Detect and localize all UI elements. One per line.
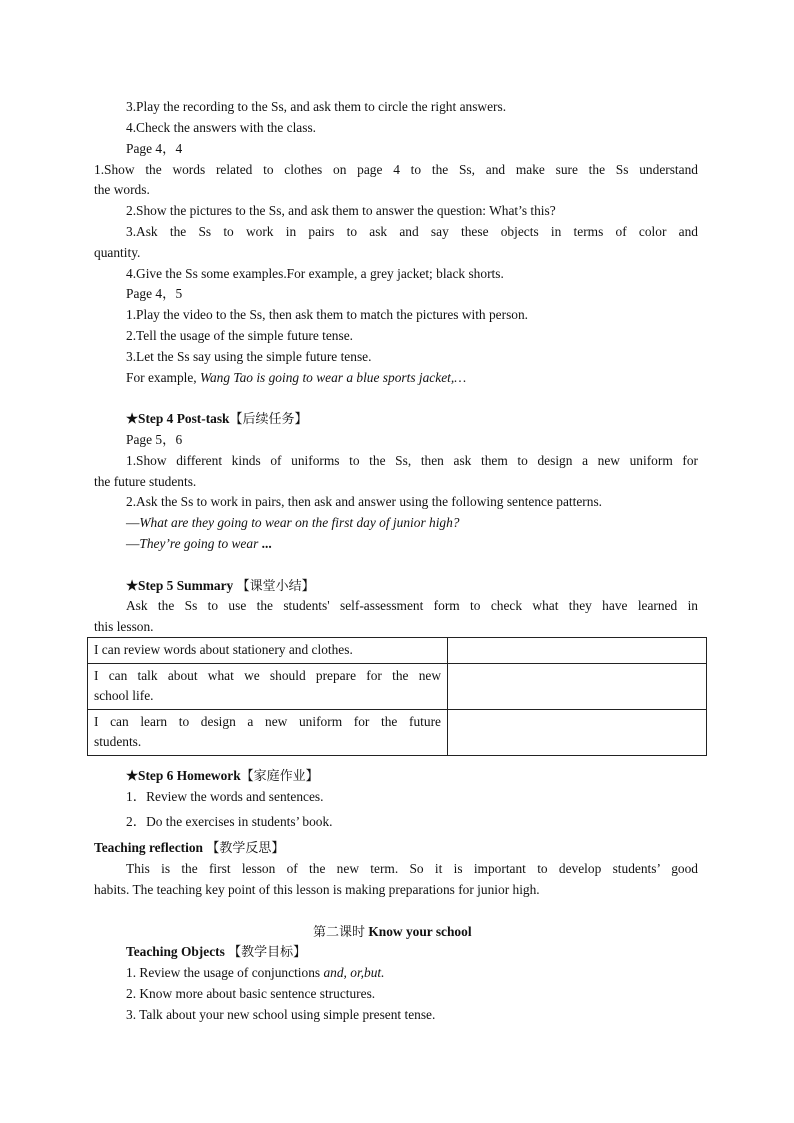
- reflection-text-line1: This is the first lesson of the new term. So it is important to develop students’ good: [126, 861, 698, 876]
- table-cell-empty: [448, 638, 707, 664]
- step3-a-item-2: 2.Show the pictures to the Ss, and ask them to answer the question: What’s this?: [126, 203, 556, 218]
- step4-item-1-line2: the future students.: [94, 474, 197, 489]
- step4-item-2: 2.Ask the Ss to work in pairs, then ask and answer using the following sentence patterns.: [126, 494, 603, 509]
- lesson2-title: 第二课时 Know your school: [313, 924, 472, 940]
- table-cell-empty: [448, 664, 707, 710]
- step3-a-item-3-line1: 3.Ask the Ss to work in pairs to ask and say these objects in terms of color and: [126, 224, 698, 239]
- reflection-heading: Teaching reflection 【教学反思】: [94, 840, 285, 856]
- table-cell-empty: [448, 710, 707, 756]
- step6-heading: ★Step 6 Homework【家庭作业】: [126, 768, 319, 784]
- step3-item-4: 4.Check the answers with the class.: [126, 120, 317, 135]
- step4-dialogue-answer: —They’re going to wear ...: [126, 536, 272, 551]
- self-assessment-table: [87, 637, 707, 756]
- objective-item-3: 3. Talk about your new school using simple present tense.: [126, 1007, 436, 1022]
- objective-item-1: 1. Review the usage of conjunctions and, or,but.: [126, 965, 385, 980]
- step4-item-1-line1: 1.Show different kinds of uniforms to the Ss, then ask them to design a new uniform for: [126, 453, 698, 468]
- table-row: [88, 638, 707, 664]
- step3-b-item-2: 2.Tell the usage of the simple future tense.: [126, 328, 354, 343]
- table-cell: I can talk about what we should prepare for the new school life.: [88, 664, 448, 710]
- step6-item-2: 2．Do the exercises in students’ book.: [126, 814, 333, 829]
- table-row: [88, 710, 707, 756]
- step3-page-ref-1: Page 4，4: [126, 141, 183, 156]
- objective-item-2: 2. Know more about basic sentence structures.: [126, 986, 376, 1001]
- step3-a-item-1-line1: 1.Show the words related to clothes on page 4 to the Ss, and make sure the Ss understand: [94, 162, 698, 177]
- table-cell: I can review words about stationery and clothes.: [88, 638, 448, 664]
- step5-text-line2: this lesson.: [94, 619, 154, 634]
- reflection-text-line2: habits. The teaching key point of this lesson is making preparations for junior high.: [94, 882, 540, 897]
- step3-b-item-1: 1.Play the video to the Ss, then ask them to match the pictures with person.: [126, 307, 529, 322]
- step4-dialogue-question: —What are they going to wear on the first day of junior high?: [126, 515, 460, 530]
- step5-text-line1: Ask the Ss to use the students' self-assessment form to check what they have learned in: [126, 598, 698, 613]
- table-cell: I can learn to design a new uniform for the future students.: [88, 710, 448, 756]
- step3-b-item-3: 3.Let the Ss say using the simple future tense.: [126, 349, 372, 364]
- step4-page-ref: Page 5，6: [126, 432, 183, 447]
- step3-a-item-3-line2: quantity.: [94, 245, 141, 260]
- step3-a-item-1-line2: the words.: [94, 182, 150, 197]
- step6-item-1: 1．Review the words and sentences.: [126, 789, 324, 804]
- table-row: [88, 664, 707, 710]
- step4-heading: ★Step 4 Post-task【后续任务】: [126, 411, 308, 427]
- step3-page-ref-2: Page 4，5: [126, 286, 183, 301]
- step5-heading: ★Step 5 Summary 【课堂小结】: [126, 578, 315, 594]
- step3-item-3: 3.Play the recording to the Ss, and ask them to circle the right answers.: [126, 99, 507, 114]
- step3-a-item-4: 4.Give the Ss some examples.For example, a grey jacket; black shorts.: [126, 266, 504, 281]
- objectives-heading: Teaching Objects 【教学目标】: [126, 944, 307, 960]
- step3-example: For example, Wang Tao is going to wear a blue sports jacket,…: [126, 370, 467, 385]
